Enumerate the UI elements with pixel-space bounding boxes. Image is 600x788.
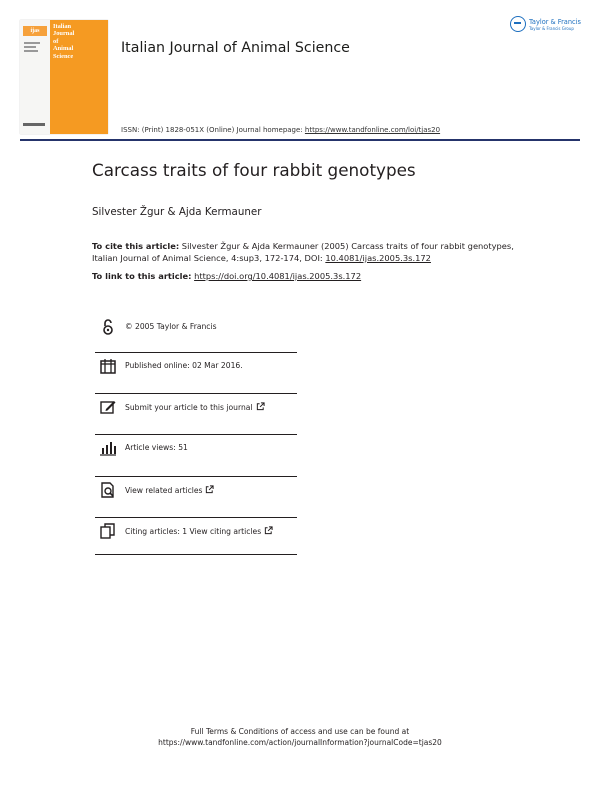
cover-side-strip [20,20,50,134]
cover-title-line: Journal [53,30,75,38]
published-row [95,353,297,383]
calendar-icon [99,357,117,375]
cover-title-line: of [53,37,59,45]
cover-title-line: Italian [53,23,72,30]
submit-link[interactable] [125,402,265,412]
cover-title-line: Science [53,52,74,60]
issn-line [121,126,440,134]
row-divider [95,352,297,353]
cover-publisher-mark [23,123,45,126]
external-link-icon [205,485,214,494]
link-label: To link to this article: [92,271,192,281]
copyright-text: © 2005 Taylor & Francis [125,322,217,331]
publisher-logo-icon [510,16,526,32]
cover-rule [24,42,40,44]
article-link-line [92,271,361,281]
footer-terms-text: Full Terms & Conditions of access and use can be found at [190,727,410,736]
cover-title [53,23,107,60]
citing-row[interactable] [95,518,297,548]
journal-cover [20,20,108,134]
journal-title: Italian Journal of Animal Science [121,40,350,56]
publisher-logo [510,16,586,36]
related-row[interactable] [95,477,297,507]
row-divider [95,476,297,477]
citing-link[interactable] [125,526,273,536]
article-doi-url[interactable]: https://doi.org/10.4081/ijas.2005.3s.172 [194,271,362,281]
related-text: View related articles [125,486,203,495]
external-link-icon [264,526,273,535]
header-divider [20,139,580,141]
doi-link[interactable]: 10.4081/ijas.2005.3s.172 [325,253,431,263]
citation-label: To cite this article: [92,241,180,251]
document-search-icon [99,481,117,499]
row-divider [95,554,297,555]
external-link-icon [256,402,265,411]
row-divider [95,517,297,518]
journal-homepage-link[interactable]: https://www.tandfonline.com/loi/tjas20 [304,126,441,134]
submit-row[interactable] [95,394,297,424]
published-text: Published online: 02 Mar 2016. [125,361,243,370]
footer [0,726,600,748]
views-row [95,435,297,465]
publisher-name: Taylor & Francis [529,18,581,26]
citation-text: Silvester Žgur & Ajda Kermauner (2005) Carcass traits of four rabbit genotypes, Italian Journal of Animal Science, 4:sup3, 172-174, DOI: [92,241,514,263]
citing-text: Citing articles: 1 View citing articles [125,527,262,536]
submit-text: Submit your article to this journal [125,403,253,412]
citing-documents-icon [99,522,117,540]
related-link[interactable] [125,485,214,495]
row-divider [95,393,297,394]
publisher-subname: Taylor & Francis Group [529,26,574,31]
footer-terms-link[interactable]: https://www.tandfonline.com/action/journalInformation?journalCode=tjas20 [158,738,442,747]
cover-logo: ijas [23,26,47,36]
open-access-lock-icon [99,318,117,336]
article-title: Carcass traits of four rabbit genotypes [92,160,416,180]
row-divider [95,434,297,435]
edit-icon [99,398,117,416]
citation-block [92,240,532,264]
copyright-row [95,314,297,344]
cover-title-line: Animal [53,45,74,53]
cover-rule [24,50,38,52]
views-text: Article views: 51 [125,443,188,452]
bar-chart-icon [99,439,117,457]
article-authors: Silvester Žgur & Ajda Kermauner [92,206,262,218]
issn-text: ISSN: (Print) 1828-051X (Online) Journal homepage: [121,126,303,134]
cover-rule [24,46,36,48]
